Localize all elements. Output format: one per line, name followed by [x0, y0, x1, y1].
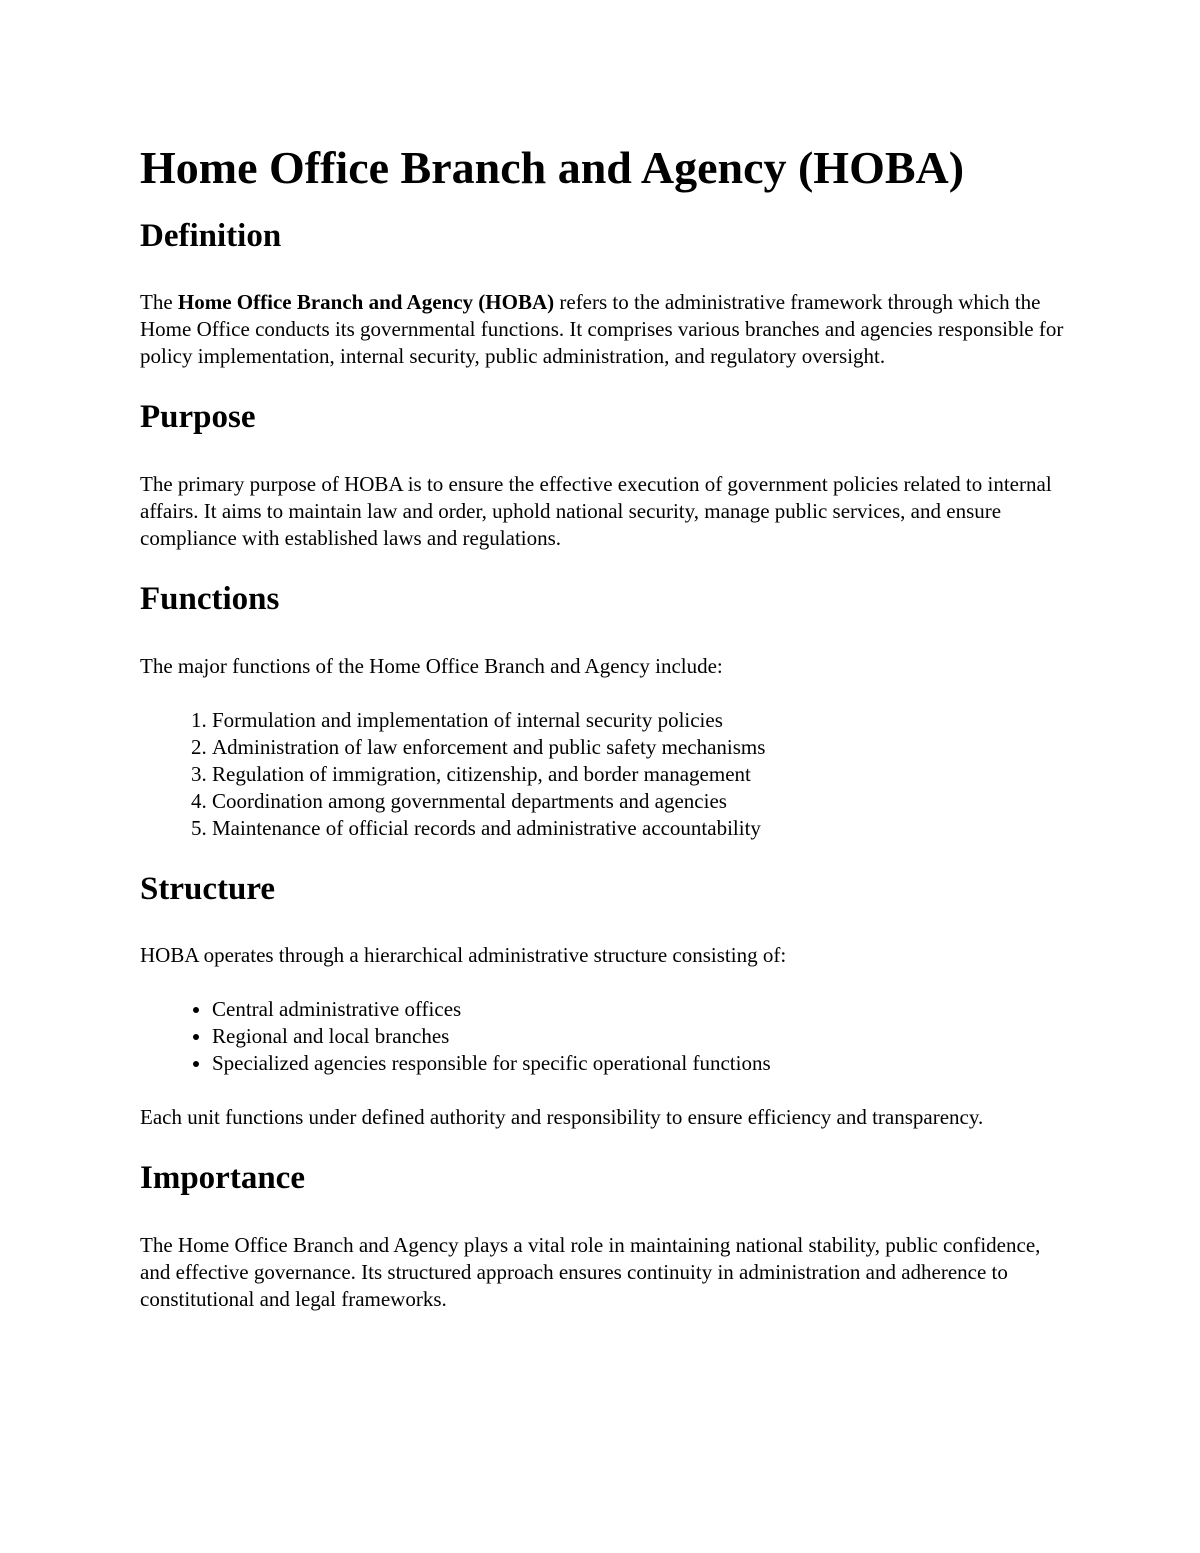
list-item: • Central administrative offices	[212, 996, 1070, 1023]
list-item: 4. Coordination among governmental departments and agencies	[212, 788, 1070, 815]
list-item: • Specialized agencies responsible for specific operational functions	[212, 1050, 1070, 1077]
functions-heading: Functions	[140, 581, 280, 618]
list-item: 2. Administration of law enforcement and public safety mechanisms	[212, 734, 1070, 761]
functions-intro: The major functions of the Home Office Branch and Agency include:	[140, 653, 723, 678]
list-item: • Regional and local branches	[212, 1023, 1070, 1050]
structure-list	[140, 996, 1070, 1077]
definition-heading: Definition	[140, 217, 282, 254]
structure-heading: Structure	[140, 870, 276, 907]
structure-closing: Each unit functions under defined authority and responsibility to ensure efficiency and transparency.	[140, 1105, 984, 1130]
importance-paragraph: The Home Office Branch and Agency plays a vital role in maintaining national stability, public confidence, and effective governance. Its structured approach ensures continuity in administration and adherence to constitutional and legal frameworks.	[140, 1232, 1041, 1311]
functions-list	[140, 707, 1070, 842]
definition-bold-term: Home Office Branch and Agency (HOBA)	[177, 290, 555, 315]
purpose-heading: Purpose	[140, 399, 256, 436]
document-page	[140, 130, 1070, 1313]
structure-intro: HOBA operates through a hierarchical administrative structure consisting of:	[140, 943, 787, 968]
list-item: 5. Maintenance of official records and administrative accountability	[212, 815, 1070, 842]
document-title: Home Office Branch and Agency (HOBA)	[140, 142, 965, 193]
list-item: 1. Formulation and implementation of internal security policies	[212, 707, 1070, 734]
importance-heading: Importance	[140, 1160, 305, 1197]
definition-rest: refers to the administrative framework through which the Home Office conducts its governmental functions. It comprises various branches and agencies responsible for policy implementation, internal security, public administration, and regulatory oversight.	[140, 290, 1064, 369]
purpose-paragraph: The primary purpose of HOBA is to ensure the effective execution of government policies related to internal affairs. It aims to maintain law and order, uphold national security, manage public services, and ensure compliance with established laws and regulations.	[140, 472, 1052, 551]
definition-prefix: The	[140, 290, 178, 315]
definition-paragraph	[140, 289, 1070, 370]
list-item: 3. Regulation of immigration, citizenship, and border management	[212, 761, 1070, 788]
